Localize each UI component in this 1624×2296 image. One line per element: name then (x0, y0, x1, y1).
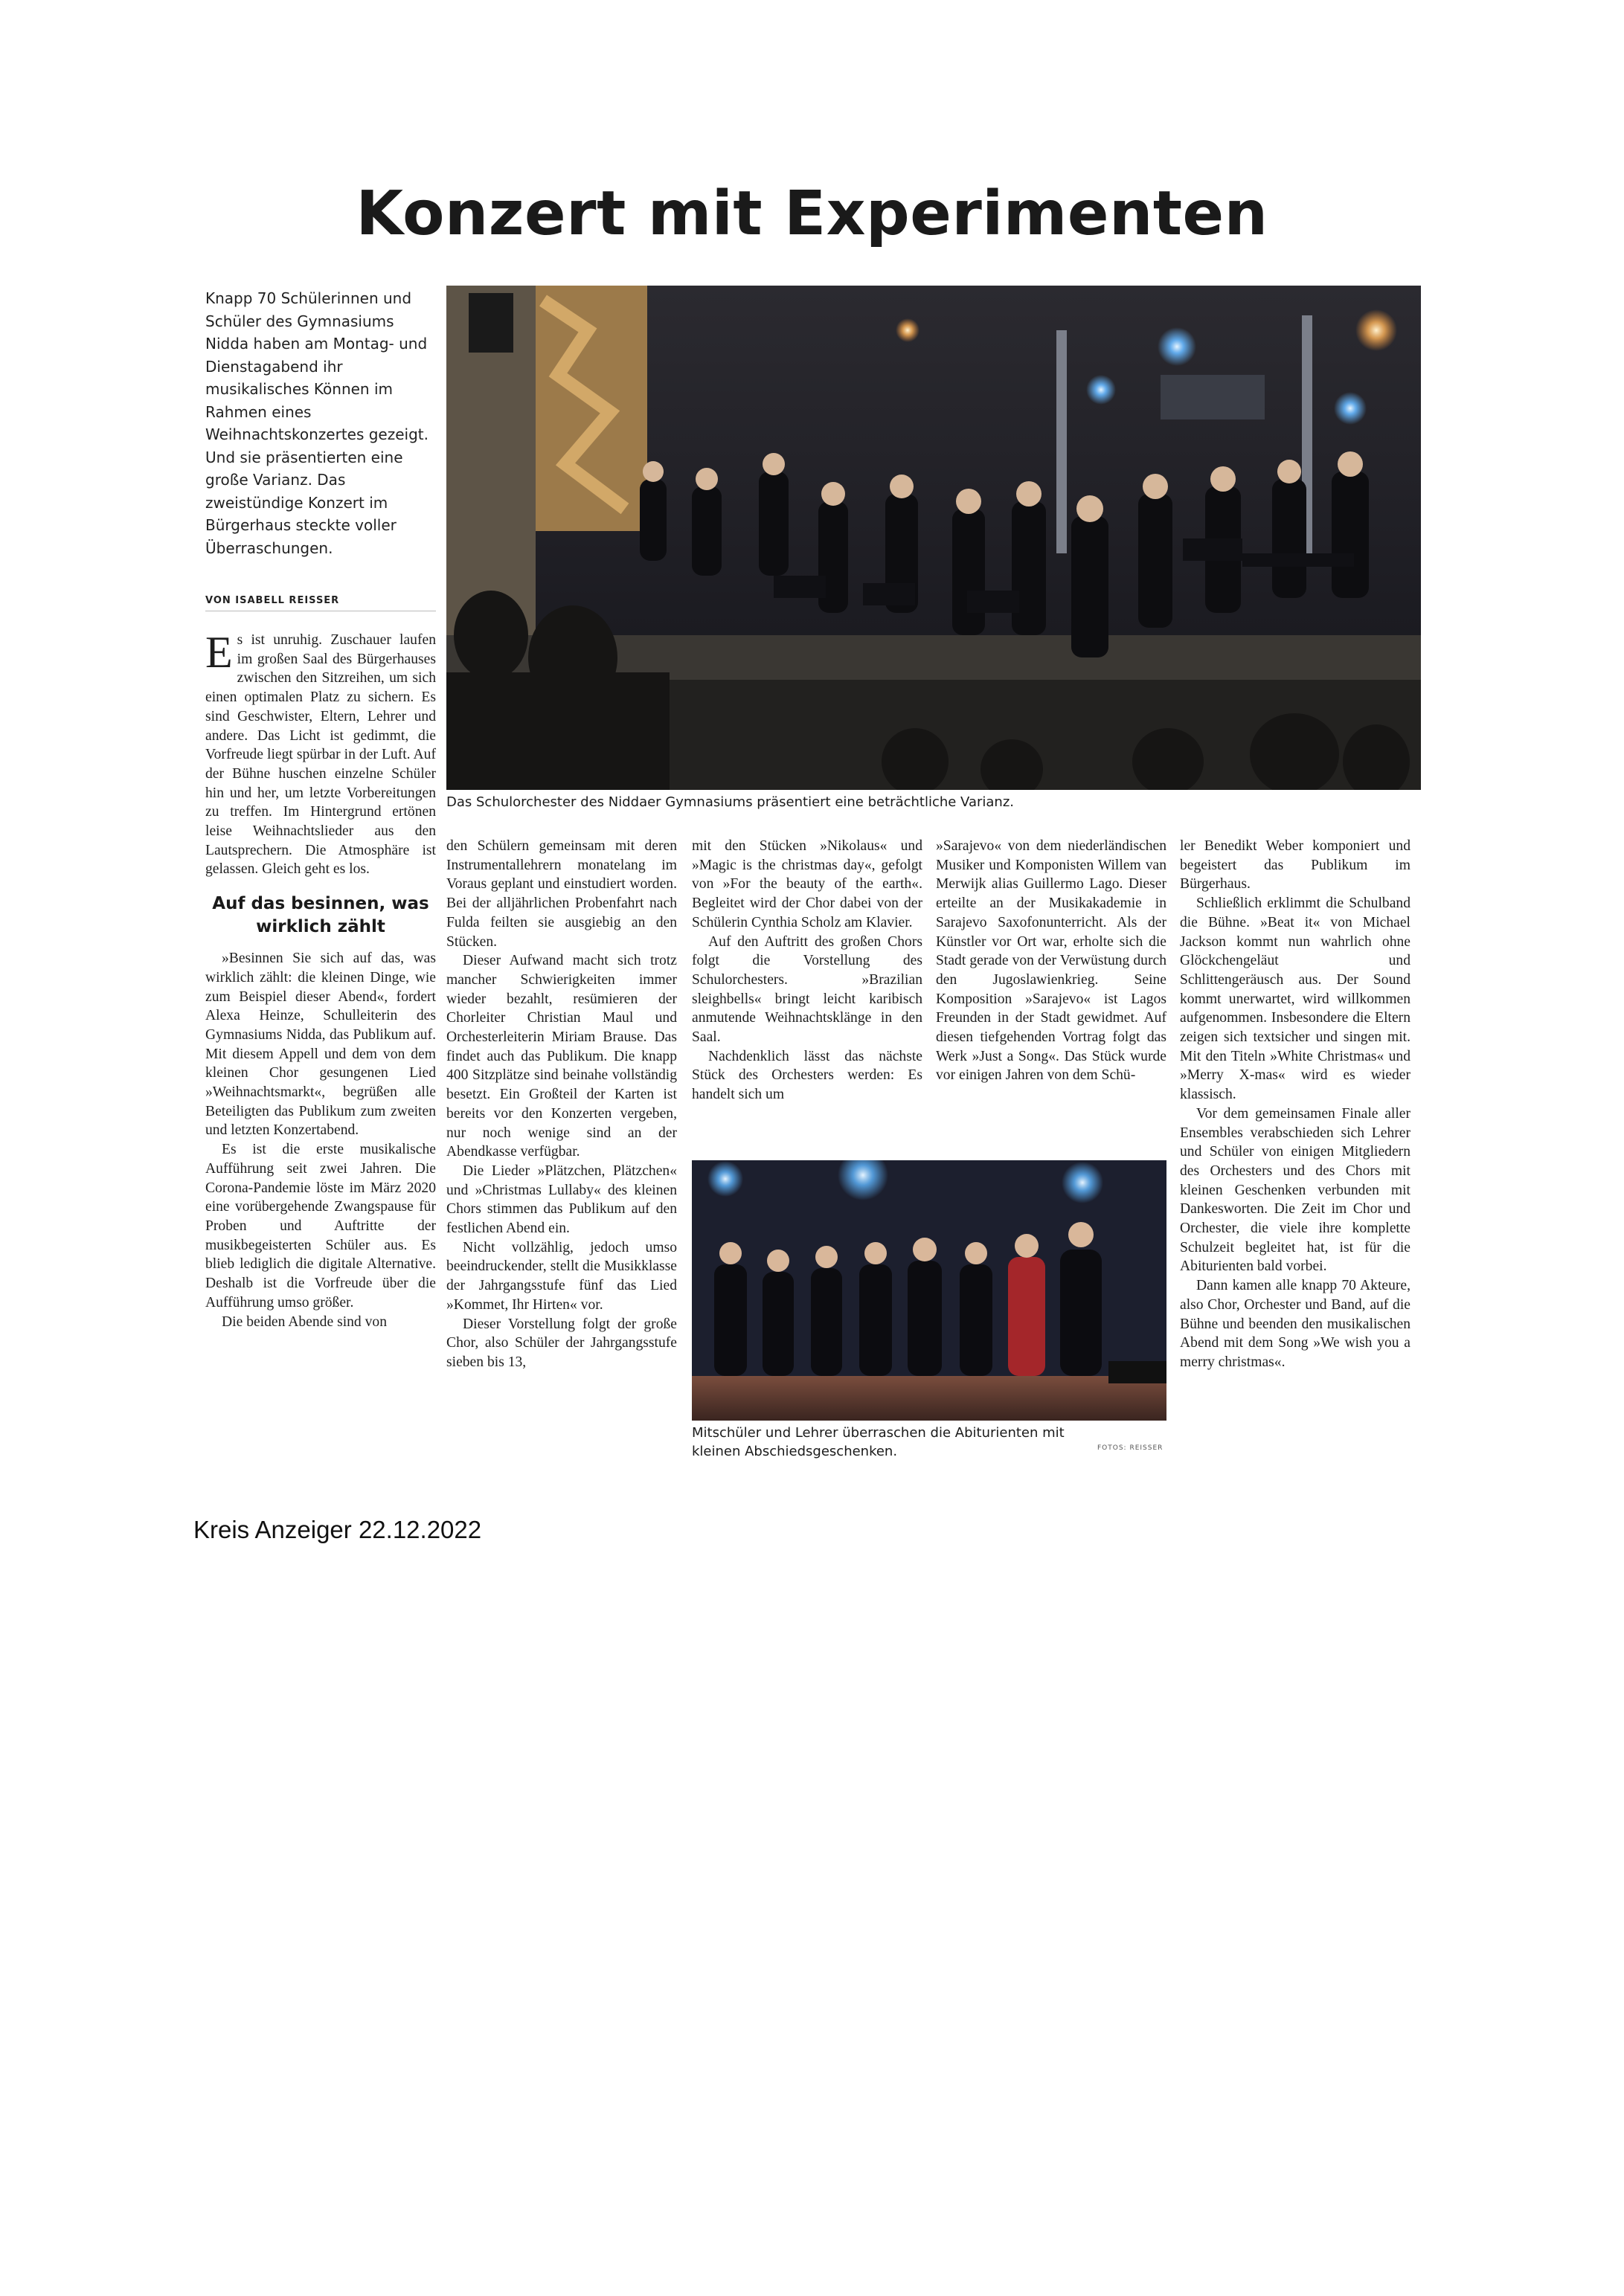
body-paragraph: Dieser Aufwand macht sich trotz mancher Schwierigkeiten immer wieder bezahlt, resümieren der Chorleiter Christian Maul und Orchesterleiterin Miriam Brause. Das findet auch das Publikum. Die knapp 400 Sitzplätze sind beinahe vollständig besetzt. Ein Großteil der Karten ist bereits vor den Konzerten vergeben, nur noch wenige sind an der Abendkasse verfügbar. (446, 953, 677, 1160)
bottom-photo-caption: Mitschüler und Lehrer überraschen die Abiturienten mit kleinen Abschiedsgeschenken. (692, 1425, 1065, 1459)
article-column-2 (446, 837, 677, 1372)
subheading: Auf das besinnen, was wirklich zählt (212, 894, 429, 937)
body-paragraph: Die Lieder »Plätzchen, Plätzchen« und »Christmas Lullaby« des kleinen Chors stimmen das Publikum auf den festlichen Abend ein. (446, 1163, 677, 1237)
body-paragraph: s ist unruhig. Zuschauer laufen im großen Saal des Bürgerhauses zwischen den Sitzreihen, um sich einen optimalen Platz zu sichern. Es sind Geschwister, Eltern, Lehrer und andere. Das Licht ist gedimmt, die Vorfreude liegt spürbar in der Luft. Auf der Bühne huschen einzelne Schüler hin und her, um letzte Vorbereitungen zu treffen. Im Hintergrund ertönen leise Weihnachtslieder aus den Lautsprechern. Die Atmosphäre ist gelassen. Gleich geht es los. (205, 632, 436, 878)
body-paragraph: mit den Stücken »Nikolaus« und »Magic is the christmas day«, gefolgt von »For the beauty of the earth«. Begleitet wird der Chor dabei von der Schülerin Cynthia Scholz am Klavier. (692, 838, 922, 930)
article-column-4 (936, 837, 1166, 1085)
top-photo-caption: Das Schulorchester des Niddaer Gymnasiums präsentiert eine beträchtliche Varianz. (446, 794, 1015, 810)
headline: Konzert mit Experimenten (356, 179, 1268, 249)
photo-credit: FOTOS: REISSER (1097, 1444, 1164, 1452)
body-paragraph: Es ist die erste musikalische Aufführung seit zwei Jahren. Die Corona-Pandemie löste im März 2020 eine vorübergehende Zwangspause für Proben und Auftritte der musikbegeisterten Schüler aus. Es blieb lediglich die digitale Alternative. Deshalb ist die Vorfreude über die Aufführung umso größer. (205, 1142, 436, 1311)
article-column-5 (1180, 837, 1410, 1372)
body-paragraph: »Besinnen Sie sich auf das, was wirklich zählt: die kleinen Dinge, wie zum Beispiel dieser Abend«, fordert Alexa Heinze, Schulleiterin des Gymnasiums Nidda, das Publikum auf. Mit diesem Appell und dem von dem kleinen Chor gesungenen Lied »Weihnachtsmarkt«, begrüßen alle Beteiligten das Publikum zum zweiten und letzten Konzertabend. (205, 951, 436, 1139)
article-column-1 (205, 628, 436, 1331)
teaser-text: Knapp 70 Schülerinnen und Schüler des Gymnasiums Nidda haben am Montag- und Dienstagabend ihr musikalisches Können im Rahmen eines Weihnachtskonzertes gezeigt. Und sie präsentierten eine große Varianz. Das zweistündige Konzert im Bürgerhaus steckte voller Überraschungen. (205, 289, 429, 557)
body-paragraph: ler Benedikt Weber komponiert und begeistert das Publikum im Bürgerhaus. (1180, 838, 1410, 893)
body-paragraph: Nachdenklich lässt das nächste Stück des Orchesters werden: Es handelt sich um (692, 1048, 922, 1103)
body-paragraph: Vor dem gemeinsamen Finale aller Ensembles verabschieden sich Lehrer und Schüler von einigen Mitgliedern des Orchesters und des Chors mit kleinen Geschenken verbunden mit Dankesworten. Die Zeit im Chor und Orchester, die viele ihre komplette Schulzeit begleitet hat, ist für die Abiturienten bald vorbei. (1180, 1105, 1410, 1275)
body-paragraph: Schließlich erklimmt die Schulband die Bühne. »Beat it« von Michael Jackson kommt nun wahrlich ohne Glöckchengeläut und Schlittengeräusch aus. Der Sound kommt unerwartet, wird willkommen aufgenommen. Insbesondere die Eltern zeigen sich textsicher und singen mit. Mit den Titeln »White Christmas« und »Merry X-mas« wird es wieder klassisch. (1180, 895, 1410, 1103)
article-column-3 (692, 837, 922, 1104)
source-line: Kreis Anzeiger 22.12.2022 (193, 1516, 482, 1543)
body-paragraph: Auf den Auftritt des großen Chors folgt die Vorstellung des Schulorchesters. »Brazilian sleighbells« bringt leicht karibisch anmutende Weihnachtsklänge in den Saal. (692, 933, 922, 1046)
body-paragraph: Nicht vollzählig, jedoch umso beeindruckender, stellt die Musikklasse der Jahrgangsstufe fünf das Lied »Kommet, Ihr Hirten« vor. (446, 1239, 677, 1313)
body-paragraph: Die beiden Abende sind von (222, 1313, 388, 1330)
body-paragraph: »Sarajevo« von dem niederländischen Musiker und Komponisten Willem van Merwijk alias Guillermo Lago. Dieser erteilte an der Musikakademie in Sarajevo Saxofonunterricht. Als der Künstler vor Ort war, erholte sich die Stadt gerade von der Verwüstung durch den Jugoslawienkrieg. Seine Komposition »Sarajevo« ist Lagos Freunden in der Stadt gewidmet. Auf diesen tiefgehenden Vortrag folgt das Werk »Just a Song«. Das Stück wurde vor einigen Jahren von dem Schü- (936, 838, 1166, 1084)
byline: VON ISABELL REISSER (205, 595, 436, 611)
body-paragraph: Dann kamen alle knapp 70 Akteure, also Chor, Orchester und Band, auf die Bühne und beenden den musikalischen Abend mit dem Song »We wish you a merry christmas«. (1180, 1278, 1410, 1370)
body-paragraph: den Schülern gemeinsam mit deren Instrumentallehrern monatelang im Voraus geplant und einstudiert worden. Bei der alljährlichen Probenfahrt nach Fulda feilten sie ausgiebig an den Stücken. (446, 838, 677, 950)
graduates-photo (692, 1160, 1166, 1421)
body-paragraph: Dieser Vorstellung folgt der große Chor, also Schüler der Jahrgangsstufe sieben bis 13, (446, 1316, 677, 1370)
drop-cap: E (205, 628, 233, 677)
orchestra-photo (446, 286, 1421, 790)
